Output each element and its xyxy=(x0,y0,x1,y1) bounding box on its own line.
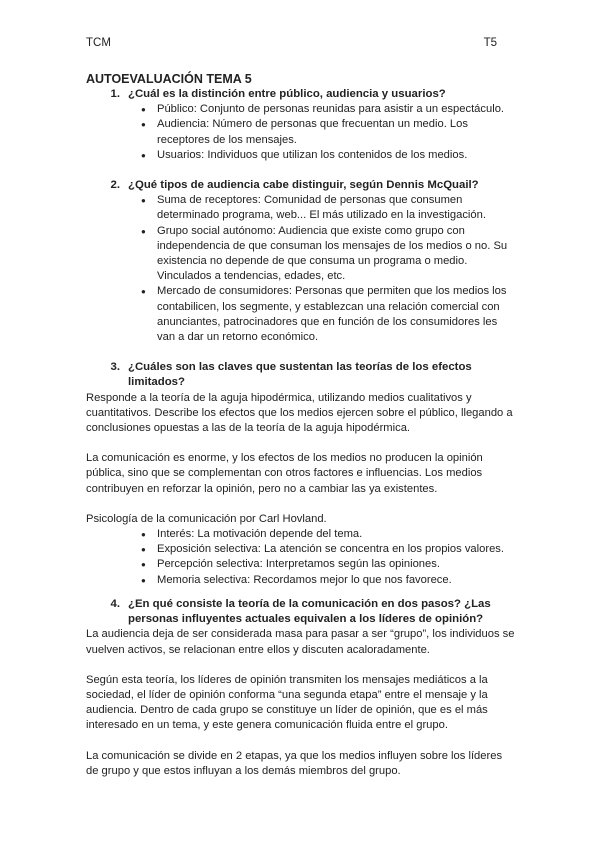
document-title: AUTOEVALUACIÓN TEMA 5 xyxy=(86,72,252,86)
paragraph: Responde a la teoría de la aguja hipodérmica, utilizando medios cualitativos y cuantitativos. Describe los efectos que los medios ejercen sobre el público, llegando a conclusiones opuestas a las de la teoría de la aguja hipodérmica. xyxy=(86,391,513,435)
list-item: ● Memoria selectiva: Recordamos mejor lo que nos favorece. xyxy=(157,573,516,588)
question-text: ¿En qué consiste la teoría de la comunicación en dos pasos? ¿Las personas influyentes actuales equivalen a los líderes de opinión? xyxy=(128,597,491,626)
list-item: ● Mercado de consumidores: Personas que permiten que los medios los contabilicen, los segmente, y establezcan una relación comercial con anunciantes, patrocinadores que en función de los consumidores les van a dar un retorno económico. xyxy=(157,284,516,345)
list-item: ● Público: Conjunto de personas reunidas para asistir a un espectáculo. xyxy=(157,102,516,117)
question-1 xyxy=(86,87,516,102)
paragraph: La comunicación es enorme, y los efectos de los medios no producen la opinión pública, sino que se complementan con otros factores e influencias. Los medios contribuyen en reforzar la opinión, pero no a cambiar las ya existentes. xyxy=(86,452,483,495)
list-item: ● Exposición selectiva: La atención se concentra en los propios valores. xyxy=(157,542,516,557)
paragraph: Según esta teoría, los líderes de opinión transmiten los mensajes mediáticos a la sociedad, el líder de opinión conforma “una segunda etapa” entre el mensaje y la audiencia. Dentro de cada grupo se constituye un líder de opinión, que es el más interesado en un tema, y este genera comunicación fluida entre el grupo. xyxy=(86,673,488,732)
list-item: ● Usuarios: Individuos que utilizan los contenidos de los medios. xyxy=(157,148,516,163)
list-item: ● Suma de receptores: Comunidad de personas que consumen determinado programa, web... El más utilizado en la investigación. xyxy=(157,193,516,223)
question-number: 2. xyxy=(110,179,120,192)
document-body xyxy=(86,71,516,779)
question-text: ¿Cuáles son las claves que sustentan las teorías de los efectos limitados? xyxy=(128,361,472,389)
bullet-list xyxy=(86,193,516,345)
list-item: ● Interés: La motivación depende del tema. xyxy=(157,527,516,542)
header-left: TCM xyxy=(86,37,111,49)
bullet-list xyxy=(86,527,516,588)
header-right: T5 xyxy=(483,37,497,49)
paragraph: La comunicación se divide en 2 etapas, ya que los medios influyen sobre los líderes de grupo y que estos influyan a los demás miembros del grupo. xyxy=(86,749,503,777)
question-number: 1. xyxy=(110,88,120,100)
list-item: ● Audiencia: Número de personas que frecuentan un medio. Los receptores de los mensajes. xyxy=(157,117,516,147)
question-2 xyxy=(86,178,516,193)
question-3 xyxy=(86,360,516,390)
question-text: ¿Cuál es la distinción entre público, audiencia y usuarios? xyxy=(128,88,446,100)
paragraph: La audiencia deja de ser considerada masa para pasar a ser “grupo”, los individuos se vuelven activos, se relacionan entre ellos y discuten acaloradamente. xyxy=(86,628,515,656)
question-number: 3. xyxy=(110,361,120,374)
question-4 xyxy=(86,597,516,627)
question-text: ¿Qué tipos de audiencia cabe distinguir, según Dennis McQuail? xyxy=(128,179,479,192)
list-item: ● Grupo social autónomo: Audiencia que existe como grupo con independencia de que consuman los mensajes de los medios o no. Su existencia no depende de que consuma un programa o medio. Vinculados a tendencias, edades, etc. xyxy=(157,224,516,285)
paragraph: Psicología de la comunicación por Carl Hovland. xyxy=(86,512,327,525)
question-number: 4. xyxy=(110,597,120,610)
bullet-list xyxy=(86,102,516,163)
list-item: ● Percepción selectiva: Interpretamos según las opiniones. xyxy=(157,557,516,572)
